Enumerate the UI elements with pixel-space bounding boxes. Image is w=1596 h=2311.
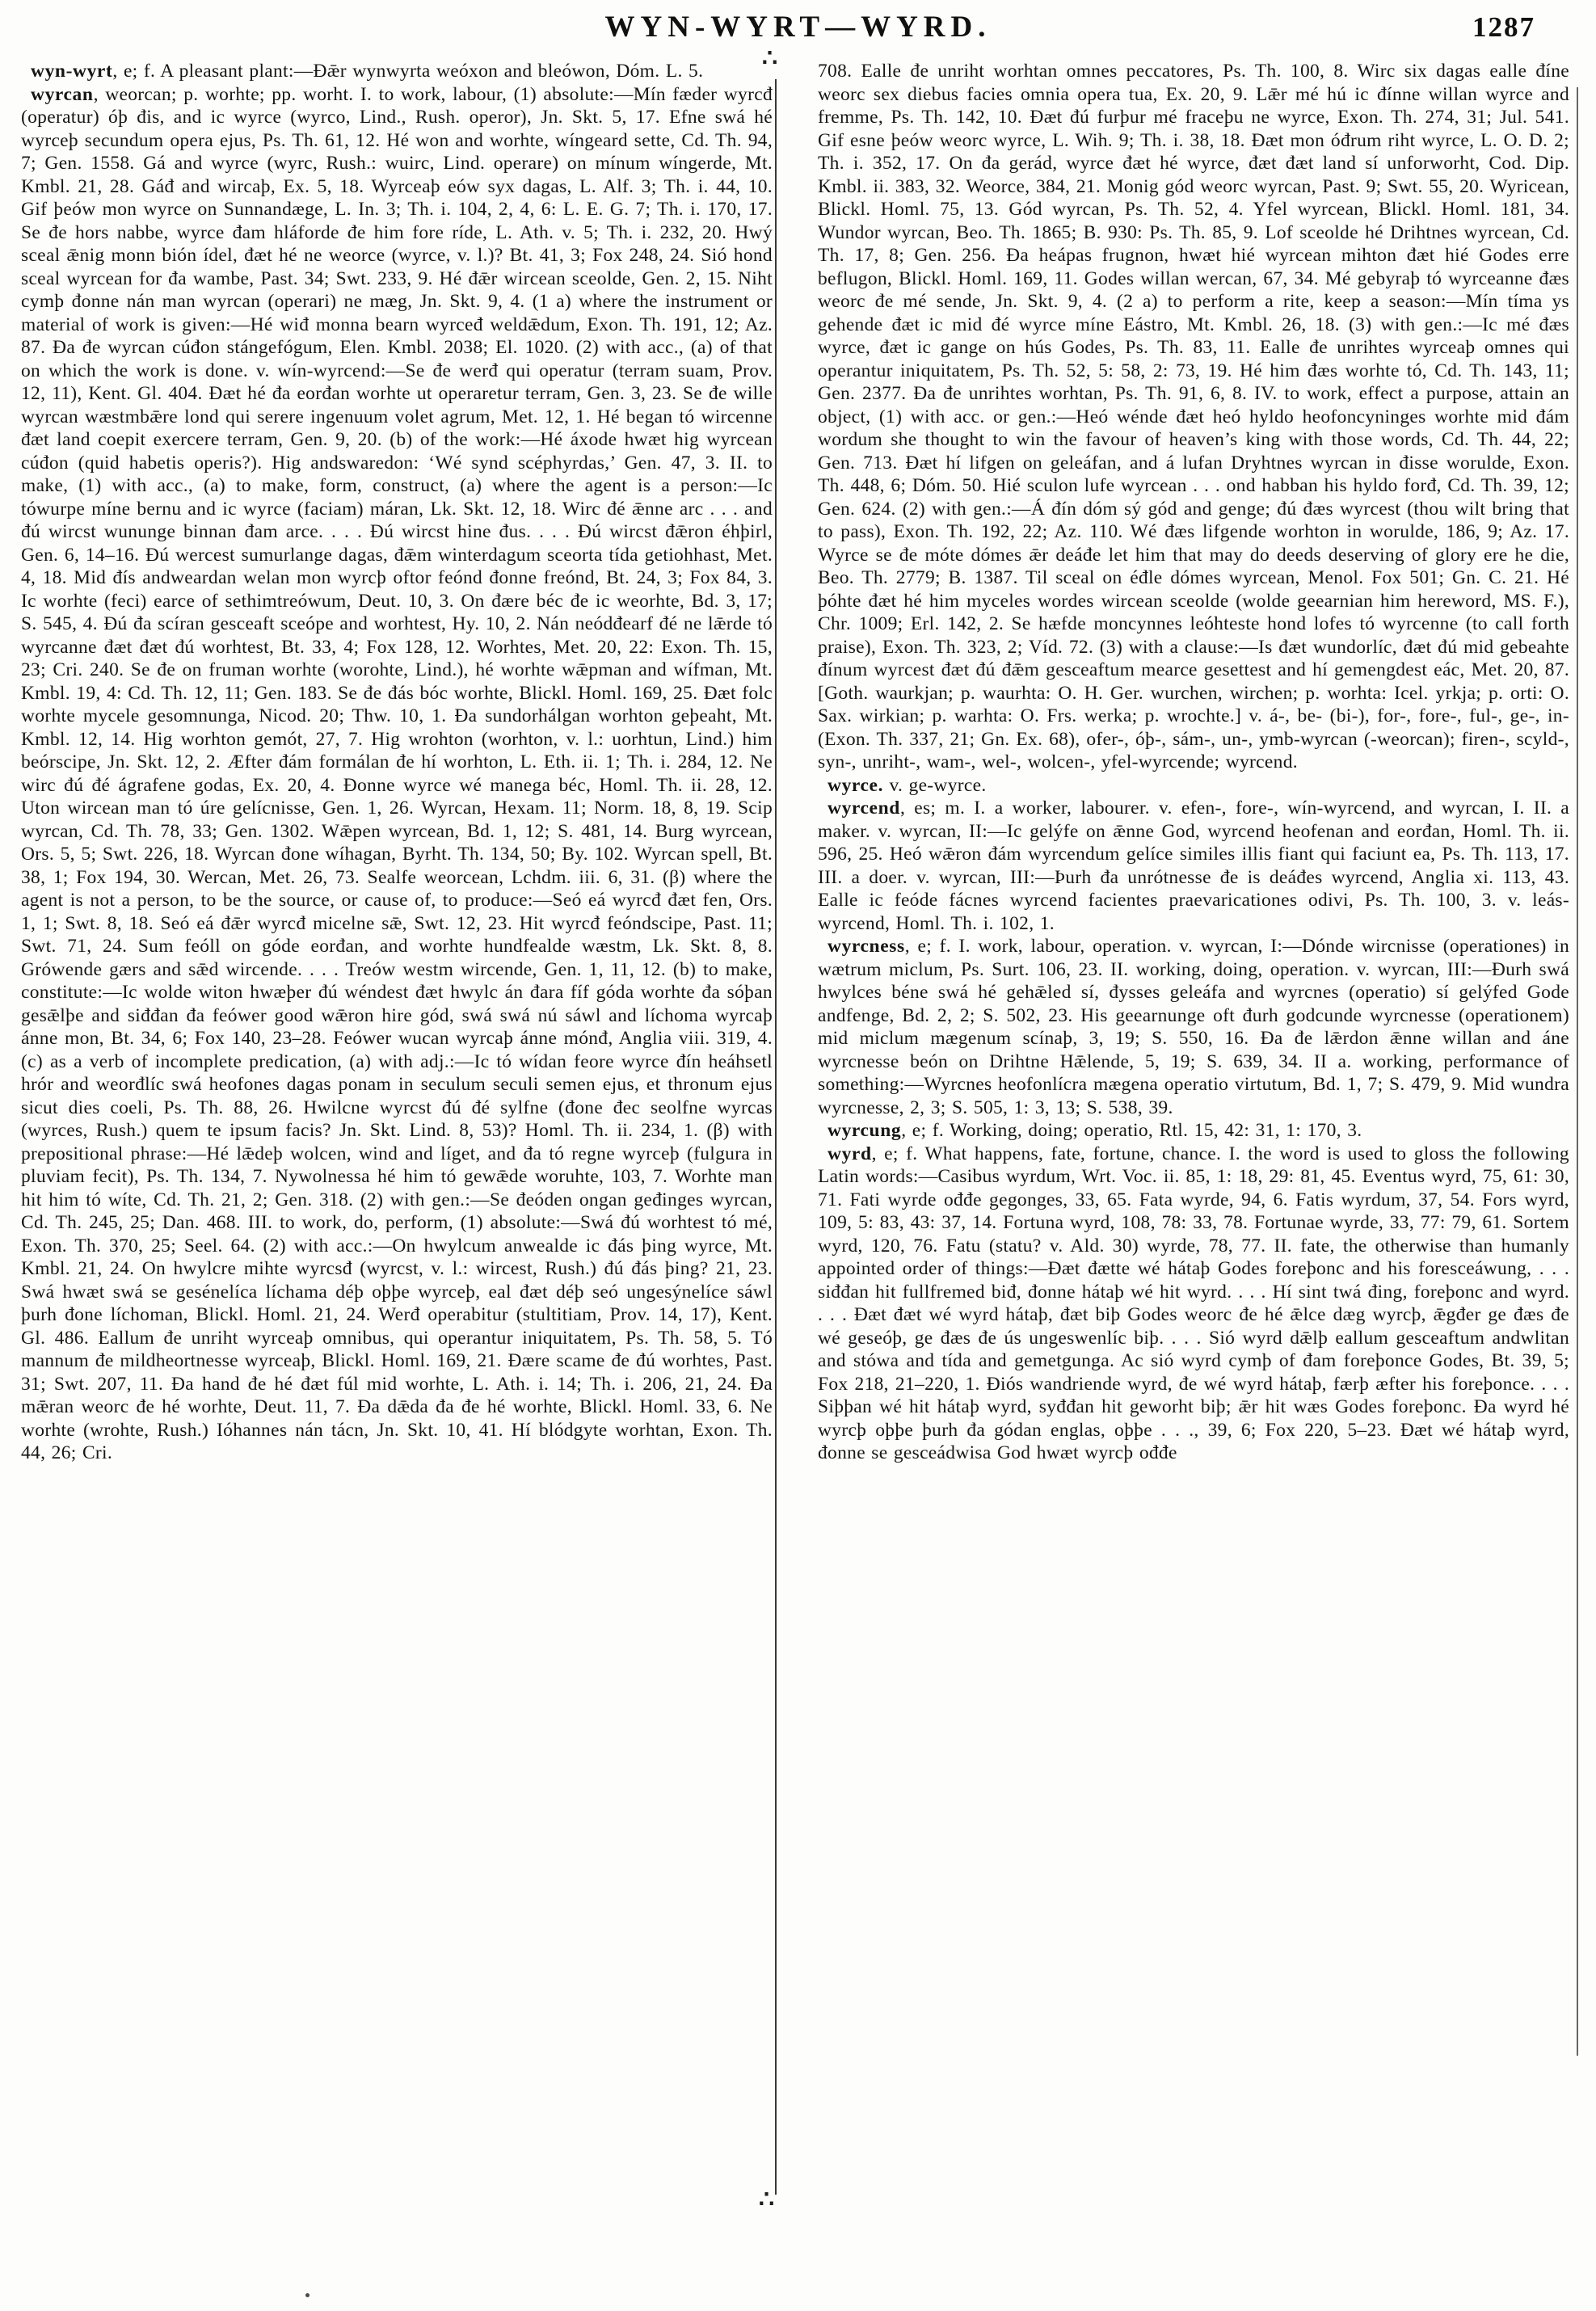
entry-wyrcness: wyrcness, e; f. I. work, labour, operation. v. wyrcan, I:—Dónde wircnisse (operationes) in wætrum miclum, Ps. Surt. 106, 23. II. working, doing, operation. v. wyrcan, III:—Ðurh swá hwylces béne swá hé gehǣled sí, đysses geleáfa and wyrcnes (operatio) sí gelýfed Gode andfenge, Bd. 2, 2; S. 502, 23. His geearnunge oft đurh godcunde wyrcnesse (operationem) mid miclum mægenum scínaþ, 3, 19; S. 550, 16. Ða đe lǣrdon ǣnne willan and áne wyrcnesse beón on Drihtne Hǣlende, 5, 19; S. 639, 34. II a. working, performance of something:—Wyrcnes heofonlícra mægena operatio virtutum, Bd. 1, 7; S. 479, 9. Mid wundra wyrcnesse, 2, 3; S. 505, 1: 3, 13; S. 538, 39. — [818, 936, 1569, 1118]
headword-wyrcness: wyrcness — [827, 936, 905, 957]
text-columns — [21, 60, 1569, 2284]
trefoil-ornament-top: ∴ — [762, 45, 778, 72]
headword-wyrcan: wyrcan — [31, 83, 94, 105]
entry-wyrce: wyrce. v. ge-wyrce. — [827, 774, 987, 796]
headword-wyrce: wyrce. — [827, 774, 884, 796]
entry-wyrcend: wyrcend, es; m. I. a worker, labourer. v. efen-, fore-, wín-wyrcend, and wyrcan, I. II. a maker. v. wyrcan, II:—Ic gelýfe on ǣnne God, wyrcend heofenan and eorđan, Homl. Th. ii. 596, 25. Heó wǣron đám wyrcendum gelíce similes illis fiant qui faciunt ea, Ps. Th. 113, 17. III. a doer. v. wyrcan, III:—Þurh đa unrótnesse đe is deáđes wyrcend, Anglia xi. 113, 43. Ealle ic feóde fácnes wyrcend facientes praevaricationes odivi, Ps. Th. 100, 3. v. leás-wyrcend, Homl. Th. i. 102, 1. — [818, 798, 1569, 934]
headword-wyrd: wyrd — [827, 1143, 872, 1164]
entry-wyrd: wyrd, e; f. What happens, fate, fortune, chance. I. the word is used to gloss the following Latin words:—Casibus wyrdum, Wrt. Voc. ii. 85, 1: 18, 29: 81, 45. Eventus wyrd, 75, 61: 30, 71. Fati wyrde ođđe gegonges, 33, 65. Fata wyrde, 94, 6. Fatis wyrdum, 37, 54. Fors wyrd, 109, 5: 83, 43: 37, 14. Fortuna wyrd, 108, 78: 33, 78. Fortunae wyrde, 33, 77: 79, 61. Sortem wyrd, 120, 76. Fatu (statu? v. Ald. 30) wyrde, 78, 77. II. fate, the otherwise than humanly appointed order of things:—Ðæt đætte wé hátaþ Godes foreþonc and his foresceáwung, . . . siđđan hit fullfremed biđ, đonne hátaþ wé hit wyrd. . . . Hí sint twá đing, foreþonc and wyrd. . . . Ðæt đæt wé wyrd hátaþ, đæt biþ Godes weorc đe hé ǣlce dæg wyrcþ, ǣgđer ge đæs đe wé geseóþ, ge đæs đe ús ungeswenlíc biþ. . . . Sió wyrd dǣlþ eallum gesceaftum andwlitan and stówa and tída and gemetgunga. Ac sió wyrd cymþ of đam foreþonce Godes, Bt. 39, 5; Fox 218, 21–220, 1. Điós wandriende wyrd, đe wé wyrd hátaþ, færþ æfter his foreþonce. . . . Siþþan wé hit hátaþ wyrd, syđđan hit geworht biþ; ǣr hit wæs Godes foreþonc. Ða wyrd hé wyrcþ oþþe þurh đa gódan englas, oþþe . . ., 39, 6; Fox 220, 5–23. Ðæt wé hátaþ wyrd, đonne se gesceádwisa God hwæt wyrcþ ođđe — [818, 1143, 1569, 1463]
running-head-title: WYN-WYRT—WYRD. — [604, 11, 992, 44]
headword-wyn-wyrt: wyn-wyrt — [31, 61, 113, 82]
entry-continuation-wyrcan-continuation: 708. Ealle đe unriht worhtan omnes peccatores, Ps. Th. 100, 8. Wirc six dagas ealle đíne weorc sex diebus facies omnia opera tua, Ex. 20, 9. Lǣr mé hú ic đínne willan wyrce and fremme, Ps. Th. 142, 10. Ðæt đú furþur mé fraceþu ne wyrce, Exon. Th. 274, 31; Jul. 541. Gif esne þeów weorc wyrce, L. Wih. 9; Th. i. 38, 18. Ðæt mon óđrum riht wyrce, L. O. D. 2; Th. i. 352, 17. On đa gerád, wyrce đæt hé wyrce, đæt đæt land sí unforworht, Cod. Dip. Kmbl. ii. 383, 32. Weorce, 384, 21. Monig gód weorc wyrcan, Past. 9; Swt. 55, 20. Wyricean, Blickl. Homl. 75, 13. Gód wyrcan, Ps. Th. 52, 4. Yfel wyrcean, Blickl. Homl. 181, 34. Wundor wyrcan, Beo. Th. 1865; B. 930: Ps. Th. 85, 9. Lof sceolde hé Drihtnes wyrcean, Cd. Th. 17, 8; Gen. 256. Ða heápas frugnon, hwæt hié wyrcean mihton đæt hié Godes erre beflugon, Blickl. Homl. 169, 11. Godes willan wercan, 67, 34. Mé gebyraþ tó wyrceanne đæs weorc đe mé sende, Jn. Skt. 9, 4. (2 a) to perform a rite, keep a season:—Mín tíma ys gehende đæt ic mid đé wyrce míne Eástro, Mt. Kmbl. 26, 18. (3) with gen.:—Ic mé đæs wyrce, đæt ic gange on hús Godes, Ps. Th. 83, 11. Ealle đe unrihtes wyrceaþ omnes qui operantur iniquitatem, Ps. Th. 52, 5: 58, 2: 73, 19. Hé him đæs worhte tó, Cd. Th. 143, 11; Gen. 2377. Ða đe unrihtes worhtan, Ps. Th. 91, 6, 8. IV. to work, effect a purpose, attain an object, (1) with acc. or gen.:—Heó wénde đæt heó hyldo heofoncyninges worhte mid đám wordum she thought to win the favour of heaven’s king with those words, Cd. Th. 44, 22; Gen. 713. Ðæt hí lifgen on geleáfan, and á lufan Dryhtnes wyrcan in đisse worulde, Exon. Th. 448, 6; Dóm. 50. Hié sculon lufe wyrcean . . . ond habban his hyldo forđ, Cd. Th. 39, 12; Gen. 624. (2) with gen.:—Á đín dóm sý gód and genge; đú đæs wyrcest (thou wilt bring that to pass), Exon. Th. 192, 22; Az. 110. Wé đæs lifgende worhton in worulde, 186, 9; Az. 17. Wyrce se đe móte dómes ǣr deáđe let him that may do deeds deserving of glory ere he die, Beo. Th. 2779; B. 1387. Til sceal on éđle dómes wyrcean, Menol. Fox 501; Gn. C. 21. Hé þóhte đæt hé him myceles wordes wircean sceolde (wolde geearnian him hereword, MS. F.), Chr. 1009; Erl. 142, 2. Se hæfde moncynnes leóhteste hond lofes tó wyrcenne (to call forth praise), Exon. Th. 323, 2; Víd. 72. (3) with a clause:—Is đæt wundorlíc, đæt đú mid gebeahte đínum wyrcest đæt đú đǣm gesceaftum mearce gesettest and hí gemengdest eác, Met. 20, 87. [Goth. waurkjan; p. waurhta: O. H. Ger. wurchen, wirchen; p. worhta: Icel. yrkja; p. orti: O. Sax. wirkian; p. warhta: O. Frs. werka; p. wrochte.] v. á-, be- (bi-), for-, fore-, ful-, ge-, in- (Exon. Th. 337, 21; Gn. Ex. 68), ofer-, óþ-, sám-, un-, ymb-wyrcan (-weorcan); firen-, scyld-, syn-, unriht-, wam-, wel-, wolcen-, yfel-wyrcende; wyrcend. — [818, 61, 1569, 772]
page-edge-line — [1577, 87, 1578, 2056]
page-number: 1287 — [1472, 11, 1535, 43]
column-right — [818, 60, 1569, 2284]
headword-wyrcung: wyrcung — [827, 1120, 902, 1141]
entry-wyn-wyrt: wyn-wyrt, e; f. A pleasant plant:—Ðǣr wynwyrta weóxon and bleówon, Dóm. L. 5. — [31, 61, 704, 82]
entry-wyrcung: wyrcung, e; f. Working, doing; operatio, Rtl. 15, 42: 31, 1: 170, 3. — [827, 1120, 1362, 1141]
column-left — [21, 60, 773, 2284]
entry-wyrcan: wyrcan, weorcan; p. worhte; pp. worht. I. to work, labour, (1) absolute:—Mín fæder wyrcđ (operatur) óþ đis, and ic wyrce (wyrco, Lind., Rush. operor), Jn. Skt. 5, 17. Efne swá hé wyrceþ secundum opera ejus, Ps. Th. 61, 12. Hé won and worhte, wíngeard sette, Cd. Th. 94, 7; Gen. 1558. Gá and wyrce (wyrc, Rush.: wuirc, Lind. operare) on mínum wíngerde, Mt. Kmbl. 21, 28. Gáđ and wircaþ, Ex. 5, 18. Wyrceaþ eów syx dagas, L. Alf. 3; Th. i. 44, 10. Gif þeów mon wyrce on Sunnandæge, L. In. 3; Th. i. 104, 2, 4, 6: L. E. G. 7; Th. i. 170, 17. Se đe hors nabbe, wyrce đam hláforde đe him fore ríde, L. Ath. v. 5; Th. i. 232, 20. Hwý sceal ǣnig monn bión ídel, đæt hé ne weorce (wyrce, v. l.)? Bt. 41, 3; Fox 248, 24. Sió hond sceal wyrcean for đa wambe, Past. 34; Swt. 233, 9. Hé đǣr wircean sceolde, Gen. 2, 15. Niht cymþ đonne nán man wyrcan (operari) ne mæg, Jn. Skt. 9, 4. (1 a) where the instrument or material of work is given:—Hé wiđ monna bearn wyrceđ weldǣdum, Exon. Th. 191, 12; Az. 87. Ða đe wyrcan cúđon stángefógum, Elen. Kmbl. 2038; El. 1020. (2) with acc., (a) of that on which the work is done. v. wín-wyrcend:—Se đe werđ qui operatur (terram suam, Prov. 12, 11), Kent. Gl. 404. Ðæt hé đa eorđan worhte ut operaretur terram, Gen. 3, 23. Se đe wille wyrcan wæstmbǣre lond qui serere ingenuum volet agrum, Met. 12, 1. Hé began tó wircenne đæt land coepit exercere terram, Gen. 9, 20. (b) of the work:—Hé áxode hwæt hig wyrcean cúđon (quid habetis operis?). Hig andswaredon: ‘Wé synd scéphyrdas,’ Gen. 47, 3. II. to make, (1) with acc., (a) to make, form, construct, (a) where the agent is a person:—Ic tówurpe míne bernu and ic wyrce (faciam) máran, Lk. Skt. 12, 18. Wirc đé ǣnne arc . . . and đú wircst wununge binnan đam arce. . . . Đú wircst hine đus. . . . Đú wircst đǣron éhþirl, Gen. 6, 14–16. Đú wercest sumurlange dagas, đǣm winterdagum sceorta tída getiohhast, Met. 4, 18. Mid đís andweardan welan mon wyrcþ oftor feónd đonne freónd, Bt. 24, 3; Fox 84, 3. Ic worhte (feci) earce of sethimtreówum, Deut. 10, 3. On đære béc đe ic weorhte, Bd. 3, 17; S. 545, 4. Đú đa scíran gesceaft sceópe and worhtest, Hy. 10, 2. Nán neódđearf đé ne lǣrde tó wyrcanne đæt đæt đú worhtest, Bt. 33, 4; Fox 128, 12. Worhtes, Met. 20, 22: Exon. Th. 15, 23; Cri. 240. Se đe on fruman worhte (worohte, Lind.), hé worhte wǣpman and wífman, Mt. Kmbl. 19, 4: Cd. Th. 12, 11; Gen. 183. Se đe đás bóc worhte, Blickl. Homl. 169, 25. Ðæt folc worhte mycele gesomnunga, Nicod. 20; Thw. 10, 1. Ða sundorhálgan worhton geþeaht, Mt. Kmbl. 12, 14. Hig worhton gemót, 27, 7. Hig wrohton (worhton, v. l.: uorhtun, Lind.) him beórscipe, Jn. Skt. 12, 2. Æfter đám formálan đe hí worhton, L. Eth. ii. 1; Th. i. 284, 12. Ne wirc đú đé ágrafene godas, Ex. 20, 4. Ðonne wyrce wé manega béc, Homl. Th. ii. 28, 12. Uton wircean man tó úre gelícnisse, Gen. 1, 26. Wyrcan, Hexam. 11; Norm. 18, 8, 19. Scip wyrcan, Cd. Th. 78, 33; Gen. 1302. Wǣpen wyrcean, Bd. 1, 12; S. 481, 14. Burg wyrcean, Ors. 5, 5; Swt. 226, 18. Wyrcan đone wíhagan, Byrht. Th. 134, 50; By. 102. Wyrcan spell, Bt. 38, 1; Fox 194, 30. Wercan, Met. 26, 73. Sealfe weorcean, Lchdm. iii. 6, 31. (β) where the agent is not a person, to be the source, or cause of, to produce:—Seó eá wyrcđ đæt fen, Ors. 1, 1; Swt. 8, 18. Seó eá đǣr wyrcđ micelne sǣ, Swt. 12, 23. Hit wyrcđ feóndscipe, Past. 11; Swt. 71, 24. Sum feóll on góde eorđan, and worhte hundfealde wæstm, Lk. Skt. 8, 8. Grówende gærs and sǣd wircende. . . . Treów westm wircende, Gen. 1, 11, 12. (b) to make, constitute:—Ic wolde witon hwæþer đú wéndest đæt hwylc án đara fíf góda worhte đa sóþan gesǣlþe and siđđan đa feówer good wǣron hire gód, swá swá nú sáwl and líchoma wyrcaþ ánne mon, Bt. 34, 6; Fox 140, 23–28. Feówer wucan wyrcaþ ánne mónđ, Anglia viii. 319, 4. (c) as a verb of incomplete predication, (a) with adj.:—Ic tó wídan feore wyrce đín heáhsetl hrór and weorđlíc swá heofones dagas ponam in seculum seculi semen ejus, et thronum ejus sicut dies coeli, Ps. Th. 88, 26. Hwilcne wyrcst đú đé sylfne (đone đec seolfne wyrcas (wyrces, Rush.) quem te ipsum facis? Jn. Skt. Lind. 8, 53)? Homl. Th. ii. 234, 1. (β) with prepositional phrase:—Hé lǣdeþ wolcen, wind and líget, and đa tó regne wyrceþ (fulgura in pluviam fecit), Ps. Th. 134, 7. Nywolnessa hé him tó gewǣde woruhte, 103, 7. Worhte man hit him tó wíte, Cd. Th. 21, 2; Gen. 318. (2) with gen.:—Se đeóden ongan geđinges wyrcan, Cd. Th. 245, 25; Dan. 468. III. to work, do, perform, (1) absolute:—Swá đú worhtest tó mé, Exon. Th. 370, 25; Seel. 64. (2) with acc.:—On hwylcum anwealde ic đás þing wyrce, Mt. Kmbl. 21, 24. On hwylcre mihte wyrcsđ (wyrcst, v. l.: wircest, Rush.) đú đás þing? 21, 23. Swá hwæt swá se gesénelíca líchama déþ oþþe wyrceþ, eal đæt déþ seó ungesýnelíce sáwl þurh đone líchoman, Blickl. Homl. 21, 24. Werđ operabitur (stultitiam, Prov. 14, 17), Kent. Gl. 486. Eallum đe unriht wyrceaþ omnibus, qui operantur iniquitatem, Ps. Th. 58, 5. Tó mannum đe mildheortnesse wyrceaþ, Blickl. Homl. 169, 21. Ðære scame đe đú worhtes, Past. 31; Swt. 207, 11. Ða hand đe hé đæt fúl mid worhte, L. Ath. i. 14; Th. i. 206, 21, 24. Ða mǣran weorc đe hé worhte, Deut. 11, 7. Ða dǣda đa đe hé worhte, Blickl. Homl. 33, 6. Ne worhte (wrohte, Rush.) Ióhannes nán tácn, Jn. Skt. 10, 41. Hí blódgyte worhtan, Exon. Th. 44, 26; Cri. — [21, 83, 773, 1463]
trefoil-ornament-bottom: ∴ — [759, 2187, 775, 2213]
ink-speck — [305, 2293, 310, 2297]
headword-wyrcend: wyrcend — [827, 798, 900, 819]
